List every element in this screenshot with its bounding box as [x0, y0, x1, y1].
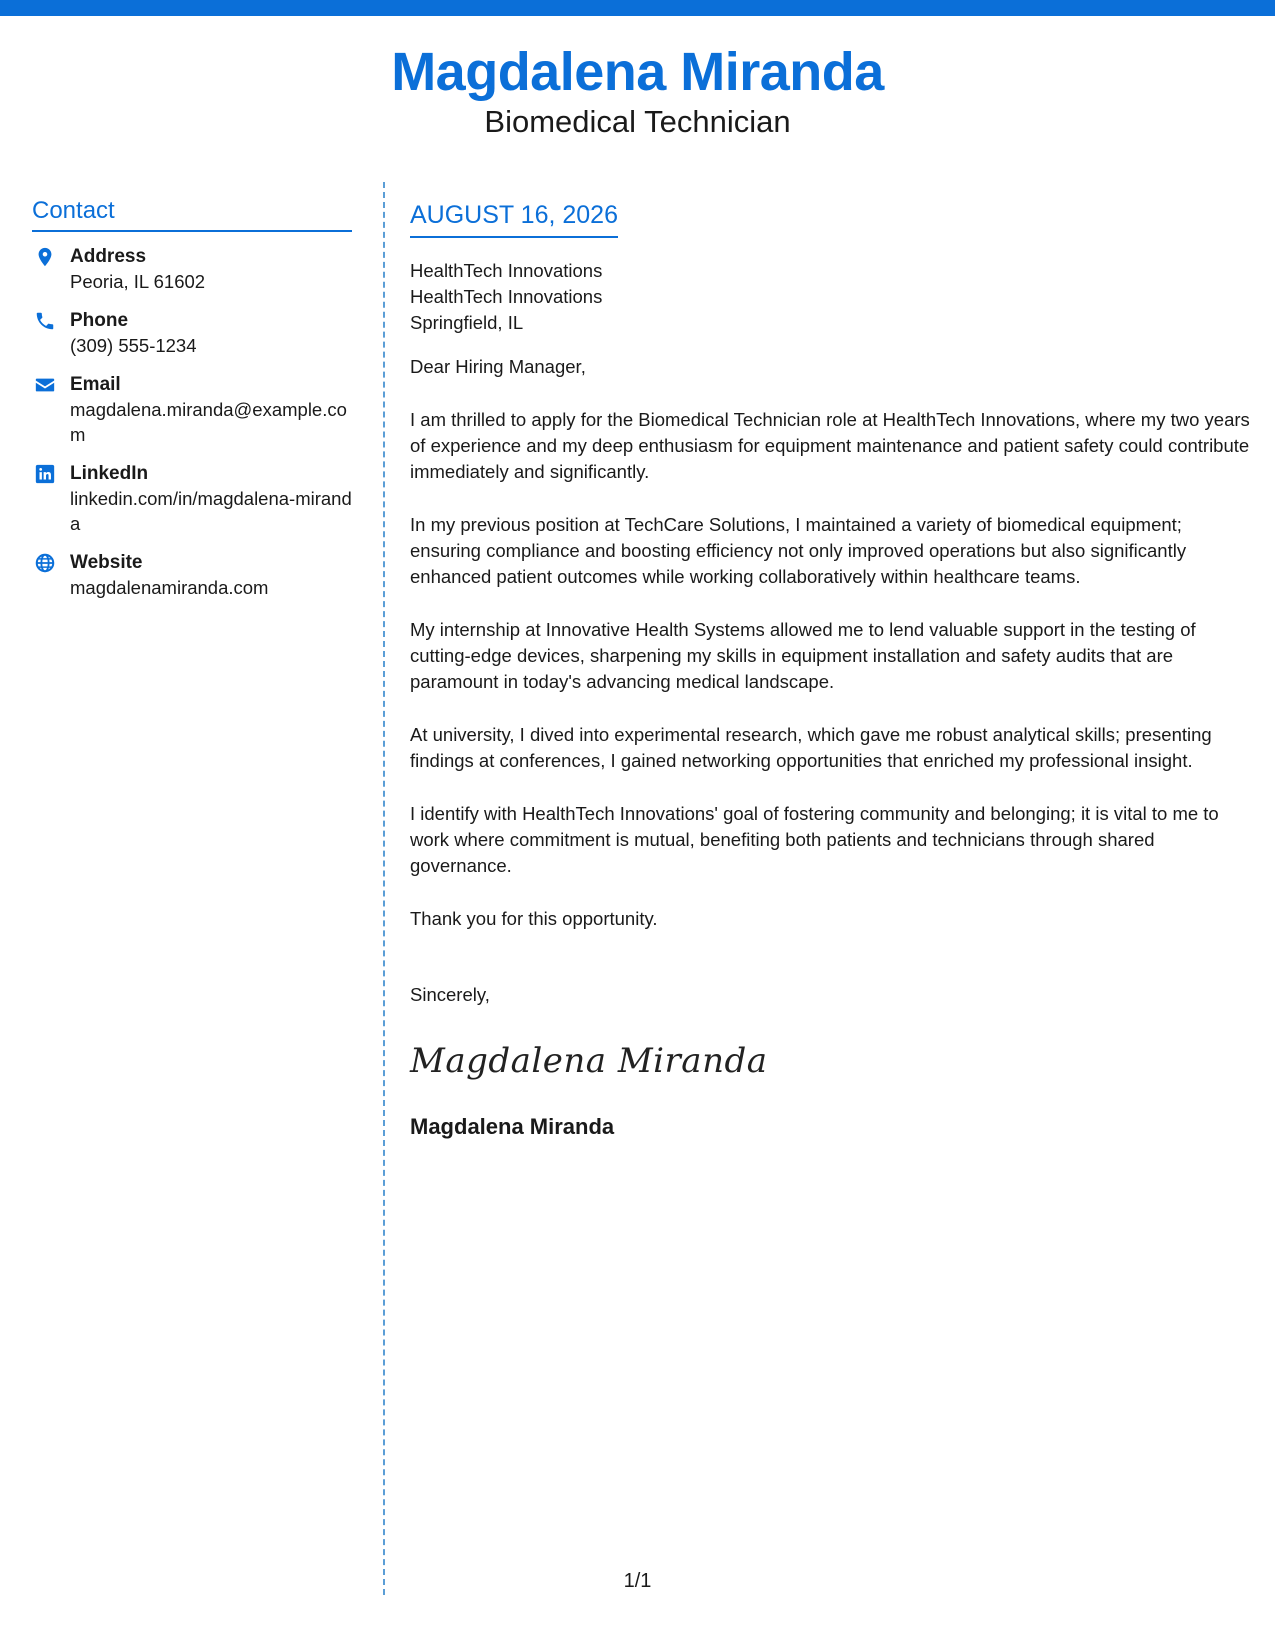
letter-date: AUGUST 16, 2026	[410, 198, 618, 238]
paragraph: I identify with HealthTech Innovations' goal of fostering community and belonging; it is vital to me to work where commitment is mutual, benefiting both patients and technicians through shared governance.	[410, 803, 1219, 876]
contact-label: Email	[70, 374, 121, 395]
recipient-block	[410, 258, 1250, 336]
paragraph: At university, I dived into experimental research, which gave me robust analytical skills; presenting findings at conferences, I gained networking opportunities that enriched my professional insight.	[410, 724, 1212, 771]
contact-value: Peoria, IL 61602	[70, 271, 206, 292]
top-accent-bar	[0, 0, 1275, 16]
recipient-line: HealthTech Innovations	[410, 260, 603, 281]
contact-value[interactable]: magdalena.miranda@example.com	[70, 399, 347, 445]
contact-label: Address	[70, 246, 147, 267]
contact-value[interactable]: magdalenamiranda.com	[70, 577, 269, 598]
envelope-icon	[34, 374, 56, 396]
paragraph: My internship at Innovative Health Systems allowed me to lend valuable support in the testing of cutting-edge devices, sharpening my skills in equipment installation and safety audits that are paramount in today's advancing medical landscape.	[410, 619, 1196, 692]
paragraph: Thank you for this opportunity.	[410, 908, 658, 929]
job-title: Biomedical Technician	[484, 104, 791, 139]
recipient-line: HealthTech Innovations	[410, 286, 603, 307]
header	[0, 40, 1275, 140]
contact-website	[32, 550, 352, 600]
contact-sidebar	[32, 196, 352, 614]
handwritten-signature: Magdalena Miranda	[410, 1041, 768, 1081]
paragraph: In my previous position at TechCare Solutions, I maintained a variety of biomedical equipment; ensuring compliance and boosting efficiency not only improved operations but also significantly enhanced patient outcomes while working collaboratively within healthcare teams.	[410, 514, 1187, 587]
letter-body	[410, 198, 1250, 1140]
paragraph: I am thrilled to apply for the Biomedical Technician role at HealthTech Innovations, where my two years of experience and my deep enthusiasm for equipment maintenance and patient safety could contribute immediately and significantly.	[410, 409, 1250, 482]
contact-label: Phone	[70, 310, 129, 331]
linkedin-icon	[34, 463, 56, 485]
globe-icon	[34, 552, 56, 574]
salutation: Dear Hiring Manager,	[410, 356, 586, 377]
column-divider	[383, 182, 385, 1595]
closing: Sincerely,	[410, 984, 490, 1005]
signed-name: Magdalena Miranda	[410, 1114, 615, 1139]
contact-address	[32, 244, 352, 294]
contact-value: (309) 555-1234	[70, 335, 197, 356]
location-pin-icon	[34, 246, 56, 268]
contact-label: LinkedIn	[70, 463, 149, 484]
candidate-name: Magdalena Miranda	[391, 42, 884, 102]
contact-label: Website	[70, 552, 143, 573]
contact-heading: Contact	[32, 196, 352, 232]
contact-email	[32, 372, 352, 447]
contact-linkedin	[32, 461, 352, 536]
page-number: 1/1	[623, 1570, 652, 1592]
phone-icon	[34, 310, 56, 332]
recipient-line: Springfield, IL	[410, 312, 524, 333]
contact-value[interactable]: linkedin.com/in/magdalena-miranda	[70, 488, 352, 534]
contact-phone	[32, 308, 352, 358]
